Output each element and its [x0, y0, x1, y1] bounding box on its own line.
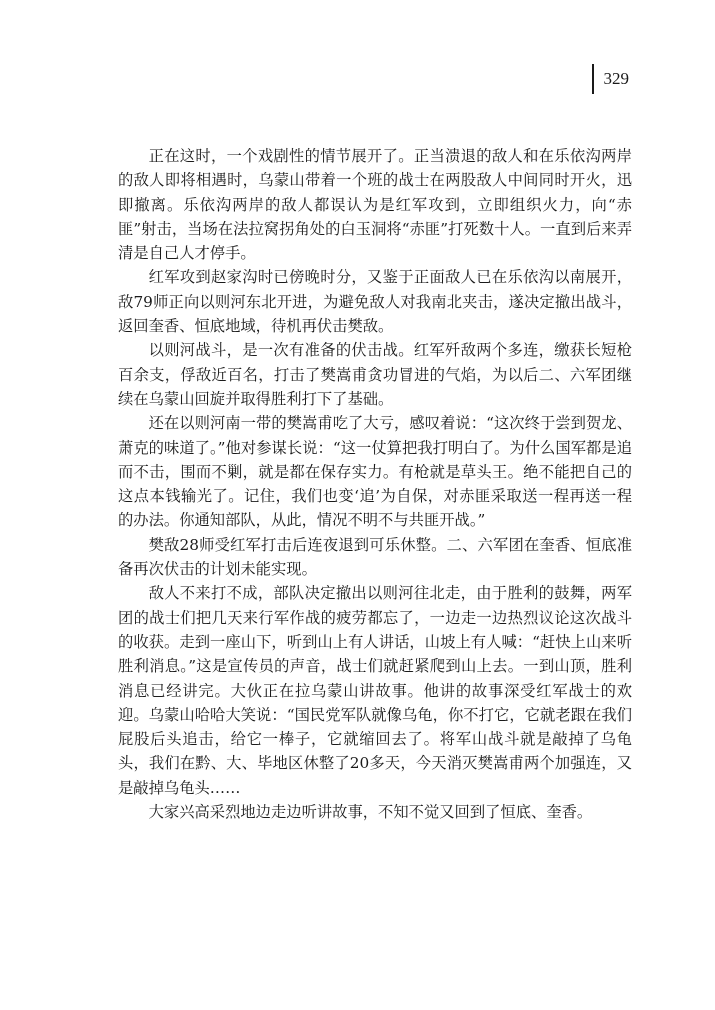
- page-header: [592, 64, 630, 94]
- paragraph: 樊敌28师受红军打击后连夜退到可乐休整。二、六军团在奎香、恒底准备再次伏击的计划未能实现。: [118, 535, 632, 579]
- paragraph: 以则河战斗，是一次有准备的伏击战。红军歼敌两个多连，缴获长短枪百余支，俘敌近百名，打击了樊嵩甫贪功冒进的气焰，为以后二、六军团继续在乌蒙山回旋并取得胜利打下了基础。: [118, 341, 632, 408]
- paragraph: 红军攻到赵家沟时已傍晚时分，又鉴于正面敌人已在乐依沟以南展开，敌79师正向以则河东北开进，为避免敌人对我南北夹击，遂决定撤出战斗，返回奎香、恒底地域，待机再伏击樊敌。: [118, 268, 632, 336]
- header-rule: [592, 64, 594, 94]
- body-text: [118, 144, 632, 824]
- paragraph: 正在这时，一个戏剧性的情节展开了。正当溃退的敌人和在乐依沟两岸的敌人即将相遇时，乌蒙山带着一个班的战士在两股敌人中间同时开火，迅即撤离。乐依沟两岸的敌人都误认为是红军攻到，立即组织火力，向“赤匪”射击，当场在法拉窝拐角处的白玉洞将“赤匪”打死数十人。一直到后来弄清是自己人才停手。: [118, 147, 632, 263]
- paragraph: 还在以则河南一带的樊嵩甫吃了大亏，感叹着说：“这次终于尝到贺龙、萧克的味道了。”他对参谋长说：“这一仗算把我打明白了。为什么国军都是追而不击，围而不剿，就是都在保存实力。有枪就是草头王。绝不能把自己的这点本钱输光了。记住，我们也变‘追’为自保，对赤匪采取送一程再送一程的办法。你通知部队，从此，情况不明不与共匪开战。”: [118, 414, 632, 530]
- paragraph: 敌人不来打不成，部队决定撤出以则河往北走，由于胜利的鼓舞，两军团的战士们把几天来行军作战的疲劳都忘了，一边走一边热烈议论这次战斗的收获。走到一座山下，听到山上有人讲话，山坡上有人喊：“赶快上山来听胜利消息。”这是宣传员的声音，战士们就赶紧爬到山上去。一到山顶，胜利消息已经讲完。大伙正在拉乌蒙山讲故事。他讲的故事深受红军战士的欢迎。乌蒙山哈哈大笑说：“国民党军队就像乌龟，你不打它，它就老跟在我们屁股后头追击，给它一棒子，它就缩回去了。将军山战斗就是敲掉了乌龟头，我们在黔、大、毕地区休整了20多天，今天消灭樊嵩甫两个加强连，又是敲掉乌龟头……: [118, 584, 632, 797]
- paragraph: 大家兴高采烈地边走边听讲故事，不知不觉又回到了恒底、奎香。: [148, 803, 593, 822]
- page-number: 329: [603, 69, 629, 88]
